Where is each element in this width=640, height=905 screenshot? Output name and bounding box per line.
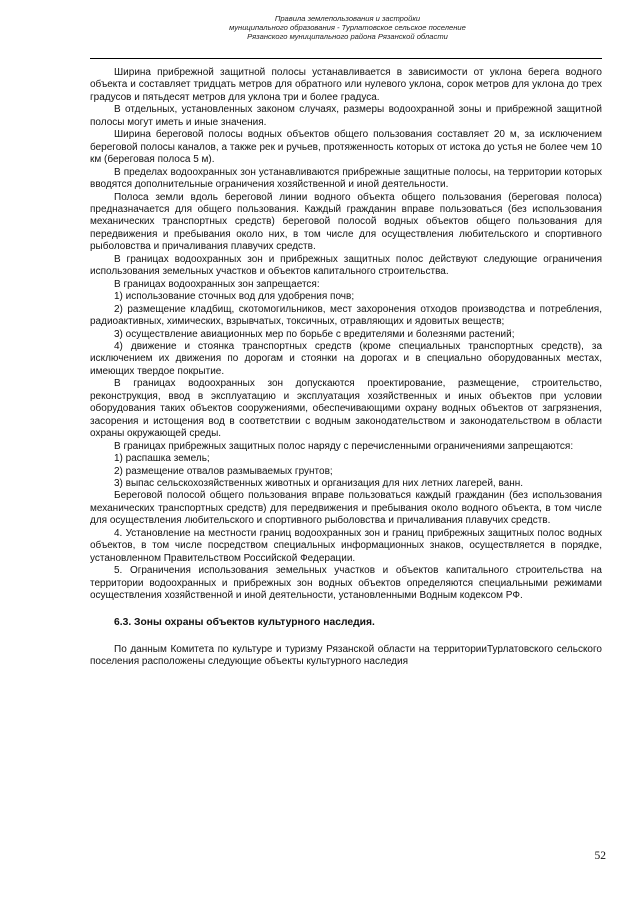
list-item: 4) движение и стоянка транспортных средств (кроме специальных транспортных средств), за исключением их движения по дорогам и стоянки на дорогах и в специально оборудованных местах, имеющих твердое покрытие. (90, 340, 602, 377)
paragraph: В пределах водоохранных зон устанавливаются прибрежные защитные полосы, на территории которых вводятся дополнительные ограничения хозяйственной и иной деятельности. (90, 166, 602, 191)
page-number: 52 (594, 850, 606, 862)
list-item: 3) осуществление авиационных мер по борьбе с вредителями и болезнями растений; (114, 328, 515, 340)
paragraph: В отдельных, установленных законом случаях, размеры водоохранной зоны и прибрежной защитной полосы могут иметь и иные значения. (90, 104, 602, 128)
paragraph: 4. Установление на местности границ водоохранных зон и границ прибрежных защитных полос водных объектов, в том числе посредством специальных информационных знаков, осуществляется в порядке, установленном Правительством Российской Федерации. (90, 527, 602, 564)
list-item: 2) размещение кладбищ, скотомогильников, мест захоронения отходов производства и потребления, радиоактивных, химических, взрывчатых, токсичных, отравляющих и ядовитых веществ; (90, 303, 602, 328)
paragraph: В границах водоохранных зон допускаются проектирование, размещение, строительство, реконструкция, ввод в эксплуатацию и эксплуатация хозяйственных и иных объектов при условии оборудования таких объектов сооружениями, обеспечивающими охрану водных объектов от загрязнения, засорения и истощения вод в соответствии с водным законодательством и законодательством в области охраны окружающей среды. (90, 378, 602, 440)
list-item: 1) распашка земель; (114, 453, 210, 465)
paragraph: В границах водоохранных зон и прибрежных защитных полос действуют следующие ограничения использования земельных участков и объектов капитального строительства. (90, 253, 602, 278)
paragraph: В границах прибрежных защитных полос наряду с перечисленными ограничениями запрещаются: (114, 440, 574, 452)
header-line: Правила землепользования и застройки (274, 14, 421, 23)
header-divider (90, 58, 602, 59)
paragraph: Береговой полосой общего пользования вправе пользоваться каждый гражданин (без использования механических транспортных средств) для передвижения и пребывания около водного объекта, в том числе для осуществления любительского и спортивного рыболовства и причаливания плавучих средств. (90, 490, 602, 527)
paragraph: Ширина прибрежной защитной полосы устанавливается в зависимости от уклона берега водного объекта и составляет тридцать метров для обратного или нулевого уклона, сорок метров для уклона до трех градусов и пятьдесят метров для уклона три и более градуса. (90, 67, 602, 103)
list-item: 2) размещение отвалов размываемых грунтов; (114, 465, 333, 477)
paragraph: 5. Ограничения использования земельных участков и объектов капитального строительства на территории водоохранных и прибрежных зон водных объектов определяются специальными режимами осуществления хозяйственной и иной деятельности, установленными Водным кодексом РФ. (90, 565, 602, 602)
document-body (90, 67, 602, 669)
paragraph: В границах водоохранных зон запрещается: (114, 278, 320, 290)
paragraph: Полоса земли вдоль береговой линии водного объекта общего пользования (береговая полоса) предназначается для общего пользования. Каждый гражданин вправе пользоваться (без использования механических транспортных средств) береговой полосой водных объектов общего пользования для передвижения и пребывания около них, в том числе для осуществления любительского и спортивного рыболовства и причаливания плавучих средств. (90, 191, 602, 253)
list-item: 3) выпас сельскохозяйственных животных и организация для них летних лагерей, ванн. (114, 477, 524, 489)
section-heading: 6.3. Зоны охраны объектов культурного наследия. (114, 617, 375, 629)
paragraph: Ширина береговой полосы водных объектов общего пользования составляет 20 м, за исключением береговой полосы каналов, а также рек и ручьев, протяженность которых от истока до устья не более чем 10 км (береговая полоса 5 м). (90, 129, 602, 166)
running-header (150, 14, 545, 41)
header-line: Рязанского муниципального района Рязанской области (247, 32, 448, 41)
header-line: муниципального образования - Турлатовское сельское поселение (229, 23, 466, 32)
list-item: 1) использование сточных вод для удобрения почв; (114, 291, 355, 303)
paragraph: По данным Комитета по культуре и туризму Рязанской области на территорииТурлатовского сельского поселения расположены следующие объекты культурного наследия (90, 643, 602, 668)
